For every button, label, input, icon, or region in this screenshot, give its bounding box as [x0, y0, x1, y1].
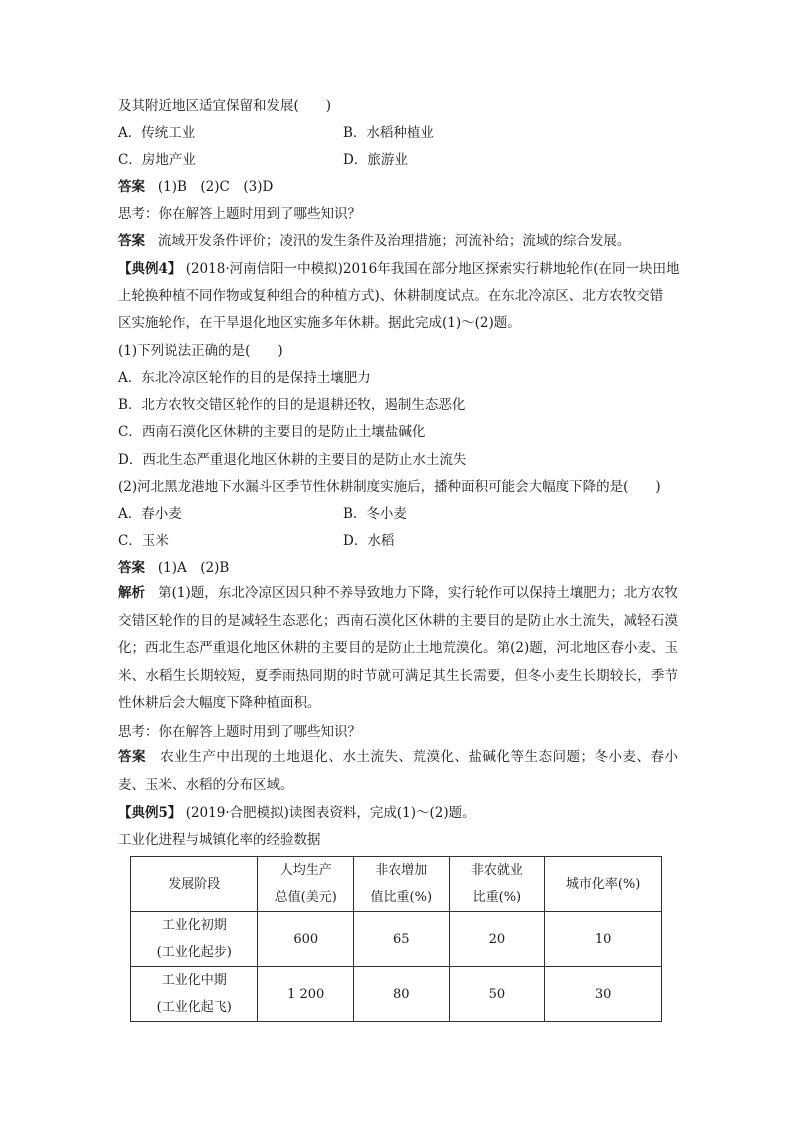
table-row	[131, 967, 662, 1022]
example-tag: 【典例5】	[118, 805, 182, 821]
think-answer-line	[118, 231, 630, 251]
example4-intro-line3: 区实施轮作，在干旱退化地区实施多年休耕。据此完成(1)～(2)题。	[118, 315, 521, 331]
table-cell: 工业化中期 (工业化起飞)	[131, 967, 258, 1022]
answer-line	[118, 177, 273, 197]
option-d: D．旅游业	[343, 152, 408, 168]
header-cell: 非农就业 比重(%)	[449, 857, 545, 912]
q1-option-c: C．西南石漠化区休耕的主要目的是防止土壤盐碱化	[118, 424, 426, 440]
table-cell: 65	[354, 912, 450, 967]
table-cell: 工业化初期 (工业化起步)	[131, 912, 258, 967]
answer-label: 答案	[118, 233, 145, 249]
answer-label: 答案	[118, 560, 145, 576]
example-tag: 【典例4】	[118, 261, 182, 277]
think-question: 思考：你在解答上题时用到了哪些知识？	[118, 206, 361, 222]
example5-text: (2019·合肥模拟)读图表资料，完成(1)～(2)题。	[185, 805, 476, 821]
example4-q1: (1)下列说法正确的是( )	[118, 343, 283, 359]
header-cell: 发展阶段	[131, 857, 258, 912]
option-c: C．房地产业	[118, 152, 196, 168]
answer-label: 答案	[118, 749, 147, 765]
data-table	[130, 856, 662, 1022]
header-cell: 人均生产 总值(美元)	[258, 857, 354, 912]
example4-text: (2018·河南信阳一中模拟)2016年我国在部分地区探索实行耕地轮作(在同一块田地	[185, 261, 680, 277]
table-cell: 10	[545, 912, 662, 967]
example4-think: 思考：你在解答上题时用到了哪些知识？	[118, 724, 361, 740]
answer-text: 农业生产中出现的土地退化、水土流失、荒漠化、盐碱化等生态问题；冬小麦、春小麦、玉米、水稻的分布区域。	[118, 749, 679, 793]
answer-label: 答案	[118, 179, 145, 195]
question-stem-tail: 及其附近地区适宜保留和发展( )	[118, 98, 332, 114]
answer-text: (1)B (2)C (3)D	[157, 179, 274, 195]
q2-option-d: D．水稻	[343, 533, 395, 549]
q1-option-d: D．西北生态严重退化地区休耕的主要目的是防止水土流失	[118, 452, 467, 468]
answer-text: (1)A (2)B	[157, 560, 230, 576]
example4-q2: (2)河北黑龙港地下水漏斗区季节性休耕制度实施后，播种面积可能会大幅度下降的是( )	[118, 479, 661, 495]
header-cell: 非农增加 值比重(%)	[354, 857, 450, 912]
option-b: B．水稻种植业	[343, 125, 434, 141]
table-title: 工业化进程与城镇化率的经验数据	[118, 832, 321, 848]
table-row	[131, 912, 662, 967]
q1-option-b: B．北方农牧交错区轮作的目的是退耕还牧，遏制生态恶化	[118, 397, 466, 413]
table-cell: 1 200	[258, 967, 354, 1022]
example4-intro-line1	[118, 259, 680, 279]
example4-intro-line2: 上轮换种植不同作物或复种组合的种植方式)、休耕制度试点。在东北冷凉区、北方农牧交错	[118, 288, 664, 304]
q1-option-a: A．东北冷凉区轮作的目的是保持土壤肥力	[118, 370, 371, 386]
answer-text: 流域开发条件评价；凌汛的发生条件及治理措施；河流补给；流域的综合发展。	[157, 233, 631, 249]
example4-answer-line	[118, 558, 229, 578]
analysis-label: 解析	[118, 585, 146, 601]
example4-think-answer	[118, 744, 678, 799]
option-a: A．传统工业	[118, 125, 196, 141]
table-header-row	[131, 857, 662, 912]
table-cell: 20	[449, 912, 545, 967]
q2-option-a: A．春小麦	[118, 506, 182, 522]
q2-option-c: C．玉米	[118, 533, 169, 549]
q2-option-b: B．冬小麦	[343, 506, 407, 522]
table-cell: 30	[545, 967, 662, 1022]
example5-intro	[118, 803, 476, 823]
table-cell: 50	[449, 967, 545, 1022]
table-cell: 80	[354, 967, 450, 1022]
table-cell: 600	[258, 912, 354, 967]
analysis-text: 第(1)题，东北冷凉区因只种不养导致地力下降，实行轮作可以保持土壤肥力；北方农牧交错区轮作的目的是减轻生态恶化；西南石漠化区休耕的主要目的是防止水土流失，减轻石漠化；西北生态严重退化地区休耕的主要目的是防止土地荒漠化。第(2)题，河北地区春小麦、玉米、水稻生长期较短，夏季雨热同期的时节就可满足其生长需要，但冬小麦生长期较长，季节性休耕后会大幅度下降种植面积。	[118, 585, 679, 712]
example4-analysis	[118, 580, 678, 718]
header-cell: 城市化率(%)	[545, 857, 662, 912]
